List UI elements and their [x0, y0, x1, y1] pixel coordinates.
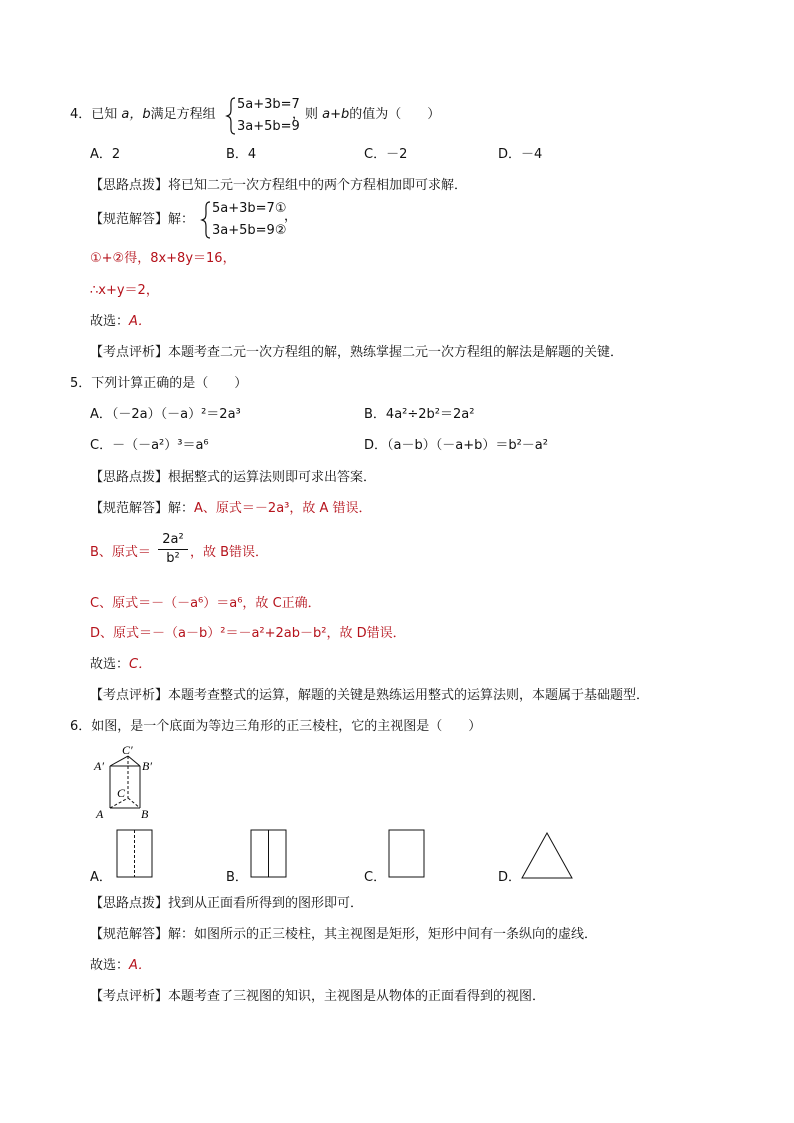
q5-eval-tag: 【考点评析】 [90, 688, 169, 703]
q5-option-c: C．－（－a²）³＝a⁶ [90, 438, 209, 453]
q5-fraction-numerator: 2a² [162, 532, 184, 547]
q6-choice-value: A． [129, 958, 151, 973]
q4-suffix-b: 的值为（ ） [349, 107, 441, 122]
q6-solution [90, 928, 597, 941]
q5-sol-b-fraction [158, 533, 188, 566]
q5-sol-d: D、原式＝－（a－b）²＝－a²+2ab－b²，故 D错误． [90, 626, 406, 641]
q4-option-d: D．－4 [498, 147, 543, 162]
q6-choice [90, 959, 151, 972]
q4-choice-lead: 故选： [90, 314, 130, 329]
q4-option-b: B．4 [226, 147, 257, 162]
q4-step1: ①+②得，8x+8y＝16， [90, 251, 236, 266]
prism-label-a-top: A′ [94, 759, 104, 773]
q5-option-a: A．（－2a）（－a）²＝2a³ [90, 407, 241, 422]
q4-stem [70, 108, 216, 121]
q5-option-d: D．（a－b）（－a+b）＝b²－a² [364, 438, 548, 453]
q6-eval-tag: 【考点评析】 [90, 989, 169, 1004]
q4-eq2: 3a+5b=9 [237, 119, 300, 134]
q6-option-c-figure [388, 829, 426, 879]
prism-edge [128, 756, 140, 766]
q6-eval-text: 本题考查了三视图的知识，主视图是从物体的正面看得到的视图． [168, 989, 546, 1004]
q6-option-a-figure [116, 829, 154, 879]
q4-sol-lead: 解： [168, 212, 195, 227]
q4-solution-lead [90, 213, 194, 226]
q4-hint [90, 179, 467, 192]
q5-eval [90, 689, 649, 702]
q4-option-c: C．－2 [364, 147, 408, 162]
prism-label-c: C [117, 786, 126, 800]
q4-choice [90, 315, 151, 328]
q6-option-b-figure [250, 829, 288, 879]
q5-stem: 5．下列计算正确的是（ ） [70, 376, 248, 391]
q5-choice-lead: 故选： [90, 657, 130, 672]
prism-hidden-edge [128, 798, 140, 808]
q4-suffix-a: ，则 [292, 107, 323, 122]
q4-step2: ∴x+y＝2， [90, 283, 159, 298]
q4-sol-tag: 【规范解答】 [90, 212, 169, 227]
q5-sol-lead: 解： [168, 501, 195, 516]
q6-eval [90, 990, 545, 1003]
prism-label-c-top: C′ [122, 743, 133, 757]
prism-label-b-top: B′ [142, 759, 152, 773]
q4-hint-text: 将已知二元一次方程组中的两个方程相加即可求解． [168, 178, 468, 193]
q6-hint [90, 897, 363, 910]
q5-hint [90, 471, 376, 484]
q6-hint-text: 找到从正面看所得到的图形即可． [168, 896, 364, 911]
q5-eval-text: 本题考查整式的运算，解题的关键是熟练运用整式的运算法则，本题属于基础题型． [168, 688, 650, 703]
q4-stem-ab: a，b [121, 107, 151, 122]
q6-option-a-letter: A． [90, 870, 112, 885]
q6-option-b-letter: B． [226, 870, 248, 885]
q6-sol-tag: 【规范解答】 [90, 927, 169, 942]
prism-figure [88, 742, 160, 822]
q4-eval-text: 本题考查二元一次方程组的解，熟练掌握二元一次方程组的解法是解题的关键． [168, 345, 624, 360]
q5-sol-b-tail: ，故 B错误． [190, 545, 269, 560]
q6-stem: 6．如图，是一个底面为等边三角形的正三棱柱，它的主视图是（ ） [70, 719, 482, 734]
q4-sol-comma: ， [284, 209, 298, 224]
q6-choice-lead: 故选： [90, 958, 130, 973]
prism-label-b: B [141, 807, 149, 821]
q4-system-brace [225, 97, 237, 135]
q4-sol-eq1: 5a+3b=7① [212, 201, 287, 216]
q6-option-c-letter: C． [364, 870, 387, 885]
q4-option-a: A．2 [90, 147, 121, 162]
q5-sol-a-text: A、原式＝－2a³，故 A 错误． [194, 501, 372, 516]
q5-sol-b-lead: B、原式＝ [90, 545, 151, 560]
q5-sol-c: C、原式＝－（－a⁶）＝a⁶，故 C正确． [90, 596, 321, 611]
q5-hint-text: 根据整式的运算法则即可求出答案． [168, 470, 377, 485]
q4-apb: a+b [322, 107, 350, 122]
q4-hint-tag: 【思路点拨】 [90, 178, 169, 193]
q4-sol-eq2: 3a+5b=9② [212, 223, 287, 238]
q4-stem-prefix: 4．已知 [70, 107, 122, 122]
q5-choice [90, 658, 151, 671]
q5-sol-tag: 【规范解答】 [90, 501, 169, 516]
q5-solution-a [90, 502, 372, 515]
q4-stem-mid: 满足方程组 [150, 107, 216, 122]
q5-hint-tag: 【思路点拨】 [90, 470, 169, 485]
prism-label-a: A [96, 807, 104, 821]
q4-eval-tag: 【考点评析】 [90, 345, 169, 360]
prism-edge [110, 756, 128, 766]
q4-eq1: 5a+3b=7 [237, 97, 300, 112]
q5-fraction-denominator: b² [166, 551, 180, 566]
q5-option-b: B．4a²÷2b²＝2a² [364, 407, 475, 422]
q5-fraction-bar [158, 549, 188, 550]
q6-option-d-letter: D． [498, 870, 522, 885]
q5-choice-value: C． [129, 657, 152, 672]
q6-sol-text: 解：如图所示的正三棱柱，其主视图是矩形，矩形中间有一条纵向的虚线． [168, 927, 598, 942]
q4-choice-value: A． [129, 314, 151, 329]
q4-stem-suffix [292, 108, 440, 121]
q4-solution-brace [200, 201, 212, 239]
q6-hint-tag: 【思路点拨】 [90, 896, 169, 911]
q6-option-d-figure [520, 832, 574, 880]
q4-eval [90, 346, 623, 359]
